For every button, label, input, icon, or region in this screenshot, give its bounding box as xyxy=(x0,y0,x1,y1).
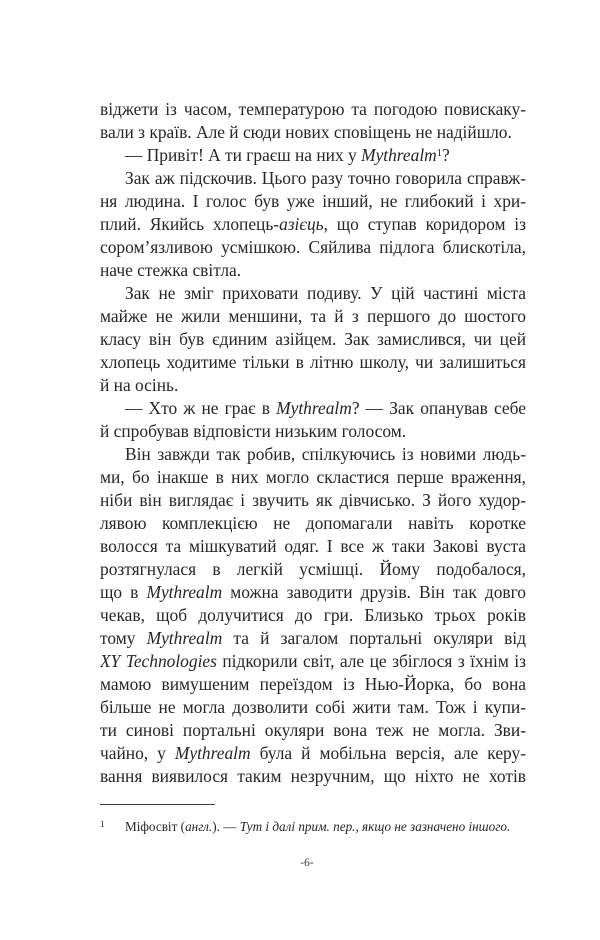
text-segment: ). — xyxy=(212,819,240,834)
text-segment: лявою комплекцією не допомагали навіть коротке xyxy=(100,513,526,533)
text-segment: та й загалом портальні окуляри від xyxy=(222,628,526,648)
text-line xyxy=(100,489,526,512)
paragraph xyxy=(100,282,526,397)
text-segment: Міфосвіт ( xyxy=(125,819,186,834)
text-line xyxy=(100,259,526,282)
italic-text: англ. xyxy=(185,819,213,834)
text-line xyxy=(100,604,526,627)
text-line xyxy=(100,236,526,259)
text-segment: ? — Зак опанував себе xyxy=(351,398,526,418)
italic-text: Mythrealm xyxy=(361,145,437,165)
text-line xyxy=(100,351,526,374)
text-line xyxy=(100,282,526,305)
text-segment: розтягнулася в легкій усмішці. Йому подобалося, xyxy=(100,559,526,579)
italic-text: Mythrealm xyxy=(174,743,251,763)
text-line xyxy=(100,443,526,466)
text-line xyxy=(100,328,526,351)
paragraph xyxy=(100,167,526,282)
text-segment: хлопець ходитиме тільки в літню школу, чи залишиться xyxy=(100,352,526,372)
italic-text: азієць xyxy=(279,214,324,234)
superscript-ref: 1 xyxy=(436,147,442,159)
text-line xyxy=(100,144,526,167)
text-segment: підкорили світ, але це збіглося з їхнім із xyxy=(216,651,526,671)
text-line xyxy=(100,650,526,673)
text-line xyxy=(100,535,526,558)
italic-text: Mythrealm xyxy=(146,582,223,602)
text-segment: можна заводити друзів. Він так довго xyxy=(222,582,526,602)
page-number: -6- xyxy=(300,857,314,869)
italic-text: Тут і далі прим. пер., якщо не зазначено іншого. xyxy=(239,819,511,834)
text-segment: соромʼязливою усмішкою. Сяйлива підлога блискотіла, xyxy=(100,237,526,257)
text-segment: чекав, щоб долучитися до гри. Близько трьох років xyxy=(100,605,526,625)
paragraph xyxy=(100,98,526,144)
text-segment: ? xyxy=(441,145,450,165)
text-segment: — Хто ж не грає в xyxy=(125,398,277,418)
footnote: $^1$ Міфосвіт (англ.). — Тут і далі прим. пер., якщо не зазначено іншого. xyxy=(100,819,511,834)
text-line xyxy=(100,742,526,765)
text-line xyxy=(100,581,526,604)
text-line xyxy=(100,167,526,190)
text-segment: наче стежка світла. xyxy=(100,260,242,280)
text-segment: плий. Якийсь хлопець- xyxy=(100,214,280,234)
text-segment: ти синові портальні окуляри вона теж не могла. Зви- xyxy=(100,720,526,740)
paragraph xyxy=(100,443,526,788)
italic-text: XY Technologies xyxy=(100,651,217,671)
text-segment: Він завжди так робив, спілкуючись із новими людь- xyxy=(125,444,526,464)
paragraph xyxy=(100,144,526,167)
text-segment: й спробував відповісти низьким голосом. xyxy=(100,421,407,441)
footnote-text xyxy=(125,819,510,834)
text-segment: волосся та мішкуватий одяг. І все ж таки Закові вуста xyxy=(100,536,526,556)
text-segment: вання виявилося таким незручним, що ніхто не хотів xyxy=(100,766,526,786)
text-line xyxy=(100,558,526,581)
text-line xyxy=(100,213,526,236)
text-line xyxy=(100,627,526,650)
text-segment: й на осінь. xyxy=(100,375,179,395)
text-line xyxy=(100,305,526,328)
italic-text: Mythrealm xyxy=(146,628,223,648)
text-block xyxy=(100,98,526,788)
text-segment: мамою вимушеним переїздом із Нью-Йорка, бо вона xyxy=(100,674,526,694)
text-segment: тому xyxy=(100,628,147,648)
text-segment: Зак не зміг приховати подиву. У цій частині міста xyxy=(125,283,526,303)
text-line xyxy=(100,121,526,144)
text-line xyxy=(100,374,526,397)
paragraph xyxy=(100,397,526,443)
text-segment: чайно, у xyxy=(100,743,175,763)
text-line xyxy=(100,397,526,420)
text-line xyxy=(100,765,526,788)
text-segment: що в xyxy=(100,582,147,602)
text-segment: більше не могла дозволити собі жити там. Тож і купи- xyxy=(100,697,526,717)
text-segment: ніби він виглядає і звучить як дівчисько. З його худор- xyxy=(100,490,526,510)
text-segment: була й мобільна версія, але керу- xyxy=(250,743,526,763)
italic-text: Mythrealm xyxy=(276,398,352,418)
text-segment: ми, бо інакше в них могло скластися перше враження, xyxy=(100,467,526,487)
text-line xyxy=(100,719,526,742)
text-segment: ня людина. І голос був уже інший, не глибокий і хри- xyxy=(100,191,526,211)
text-segment: віджети із часом, температурою та погодою повискаку- xyxy=(100,99,526,119)
text-line xyxy=(100,190,526,213)
text-segment: Зак аж підскочив. Цього разу точно говорила справж- xyxy=(125,168,526,188)
text-segment: вали з країв. Але й сюди нових сповіщень не надійшло. xyxy=(100,122,512,142)
text-line xyxy=(100,512,526,535)
text-segment: — Привіт! А ти граєш на них у xyxy=(125,145,362,165)
text-line xyxy=(100,673,526,696)
text-segment: майже не жили меншини, та й з першого до шостого xyxy=(100,306,526,326)
footnote-separator xyxy=(100,804,215,805)
text-segment: , що ступав коридором із xyxy=(323,214,526,234)
text-line xyxy=(100,696,526,719)
text-segment: класу він був єдиним азійцем. Зак замислився, чи цей xyxy=(100,329,526,349)
text-line xyxy=(100,466,526,489)
text-line xyxy=(100,420,526,443)
text-line xyxy=(100,98,526,121)
